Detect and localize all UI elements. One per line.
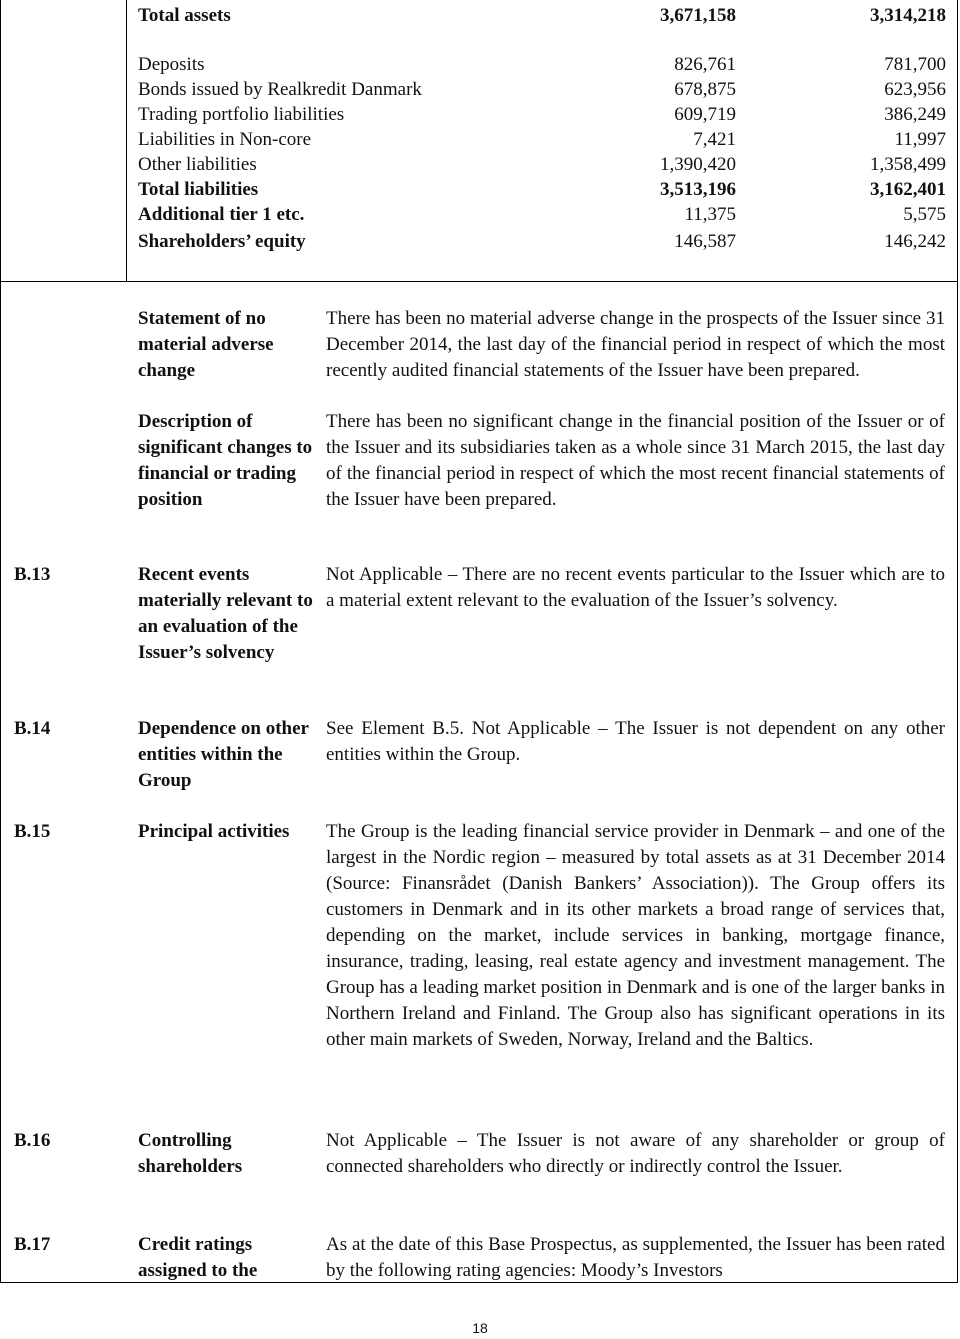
value-2014: 623,956 [884,79,946,100]
value-2014: 3,162,401 [870,179,946,200]
element-title [138,306,313,513]
label-column-border [126,0,127,281]
fin-row-shareholders-equity [138,229,948,255]
value-2015: 609,719 [674,104,736,125]
element-description [326,306,945,513]
desc-significant-changes: There has been no significant change in the financial position of the Issuer or of the Issuer and its subsidiaries taken as a whole since 31 March 2015, the last day of the financial period in respect of which the most recent financial statements of the Issuer have been prepared. [326,411,945,510]
value-2015: 826,761 [674,54,736,75]
value-2014: 386,249 [884,104,946,125]
value-2015: 3,671,158 [660,5,736,26]
fin-row-non-core [138,127,948,153]
value-2015: 3,513,196 [660,179,736,200]
title-significant-changes: Description of significant changes to financial or trading position [138,411,313,510]
value-2015: 1,390,420 [660,154,736,175]
fin-row-bonds [138,77,948,103]
row-label: Deposits [138,54,205,75]
element-title: Principal activities [138,821,290,842]
element-title: Controlling shareholders [138,1130,243,1177]
row-label: Total assets [138,5,231,26]
value-2014: 11,997 [894,129,946,150]
right-border [957,0,958,1283]
row-label: Shareholders’ equity [138,231,306,252]
row-label: Total liabilities [138,179,259,200]
page-number: 18 [472,1320,488,1336]
value-2014: 146,242 [884,231,946,252]
value-2015: 678,875 [674,79,736,100]
element-code: B.16 [14,1130,51,1151]
row-label: Trading portfolio liabilities [138,104,345,125]
title-material-adverse: Statement of no material adverse change [138,308,274,381]
value-2014: 781,700 [884,54,946,75]
fin-row-total-assets [138,3,948,29]
element-description: See Element B.5. Not Applicable – The Issuer is not dependent on any other entities within the Group. [326,718,945,765]
value-2015: 11,375 [684,204,736,225]
fin-row-other-liabilities [138,152,948,178]
element-title: Credit ratings assigned to the [138,1234,258,1281]
row-label: Additional tier 1 etc. [138,204,305,225]
element-description: The Group is the leading financial service provider in Denmark – and one of the largest in the Nordic region – measured by total assets as at 31 December 2014 (Source: Finansrådet (Danish Bankers’ Association)). The Group offers its customers in Denmark and in its other markets a broad range of services that, depending on the market, include services in banking, mortgage finance, insurance, trading, leasing, real estate agency and investment management. The Group has a leading market position in Denmark and is one of the larger banks in Northern Ireland and Finland. The Group also has significant operations in its other main markets of Sweden, Norway, Ireland and the Baltics. [326,821,945,1050]
element-description: As at the date of this Base Prospectus, as supplemented, the Issuer has been rated by the following rating agencies: Moody’s Investors [326,1234,945,1281]
value-2015: 146,587 [674,231,736,252]
fin-row-deposits [138,52,948,78]
value-2014: 1,358,499 [870,154,946,175]
fin-row-additional-tier1 [138,202,948,228]
fin-row-total-liabilities [138,177,948,203]
value-2014: 3,314,218 [870,5,946,26]
element-code: B.17 [14,1234,51,1255]
element-description: Not Applicable – There are no recent events particular to the Issuer which are to a material extent relevant to the evaluation of the Issuer’s solvency. [326,564,945,611]
row-label: Liabilities in Non-core [138,129,312,150]
element-description: Not Applicable – The Issuer is not aware of any shareholder or group of connected shareholders who directly or indirectly control the Issuer. [326,1130,945,1177]
element-title: Dependence on other entities within the Group [138,718,309,791]
element-code: B.15 [14,821,51,842]
element-title: Recent events materially relevant to an evaluation of the Issuer’s solvency [138,564,313,663]
element-code: B.14 [14,718,51,739]
value-2015: 7,421 [693,129,736,150]
desc-material-adverse: There has been no material adverse change in the prospects of the Issuer since 31 December 2014, the last day of the financial period in respect of which the most recently audited financial statements of the Issuer have been prepared. [326,308,945,381]
element-code: B.13 [14,564,51,585]
value-2014: 5,575 [903,204,946,225]
left-border [0,0,1,1283]
row-label: Bonds issued by Realkredit Danmark [138,79,422,100]
section-divider [0,281,958,282]
fin-row-trading-portfolio [138,102,948,128]
row-label: Other liabilities [138,154,257,175]
